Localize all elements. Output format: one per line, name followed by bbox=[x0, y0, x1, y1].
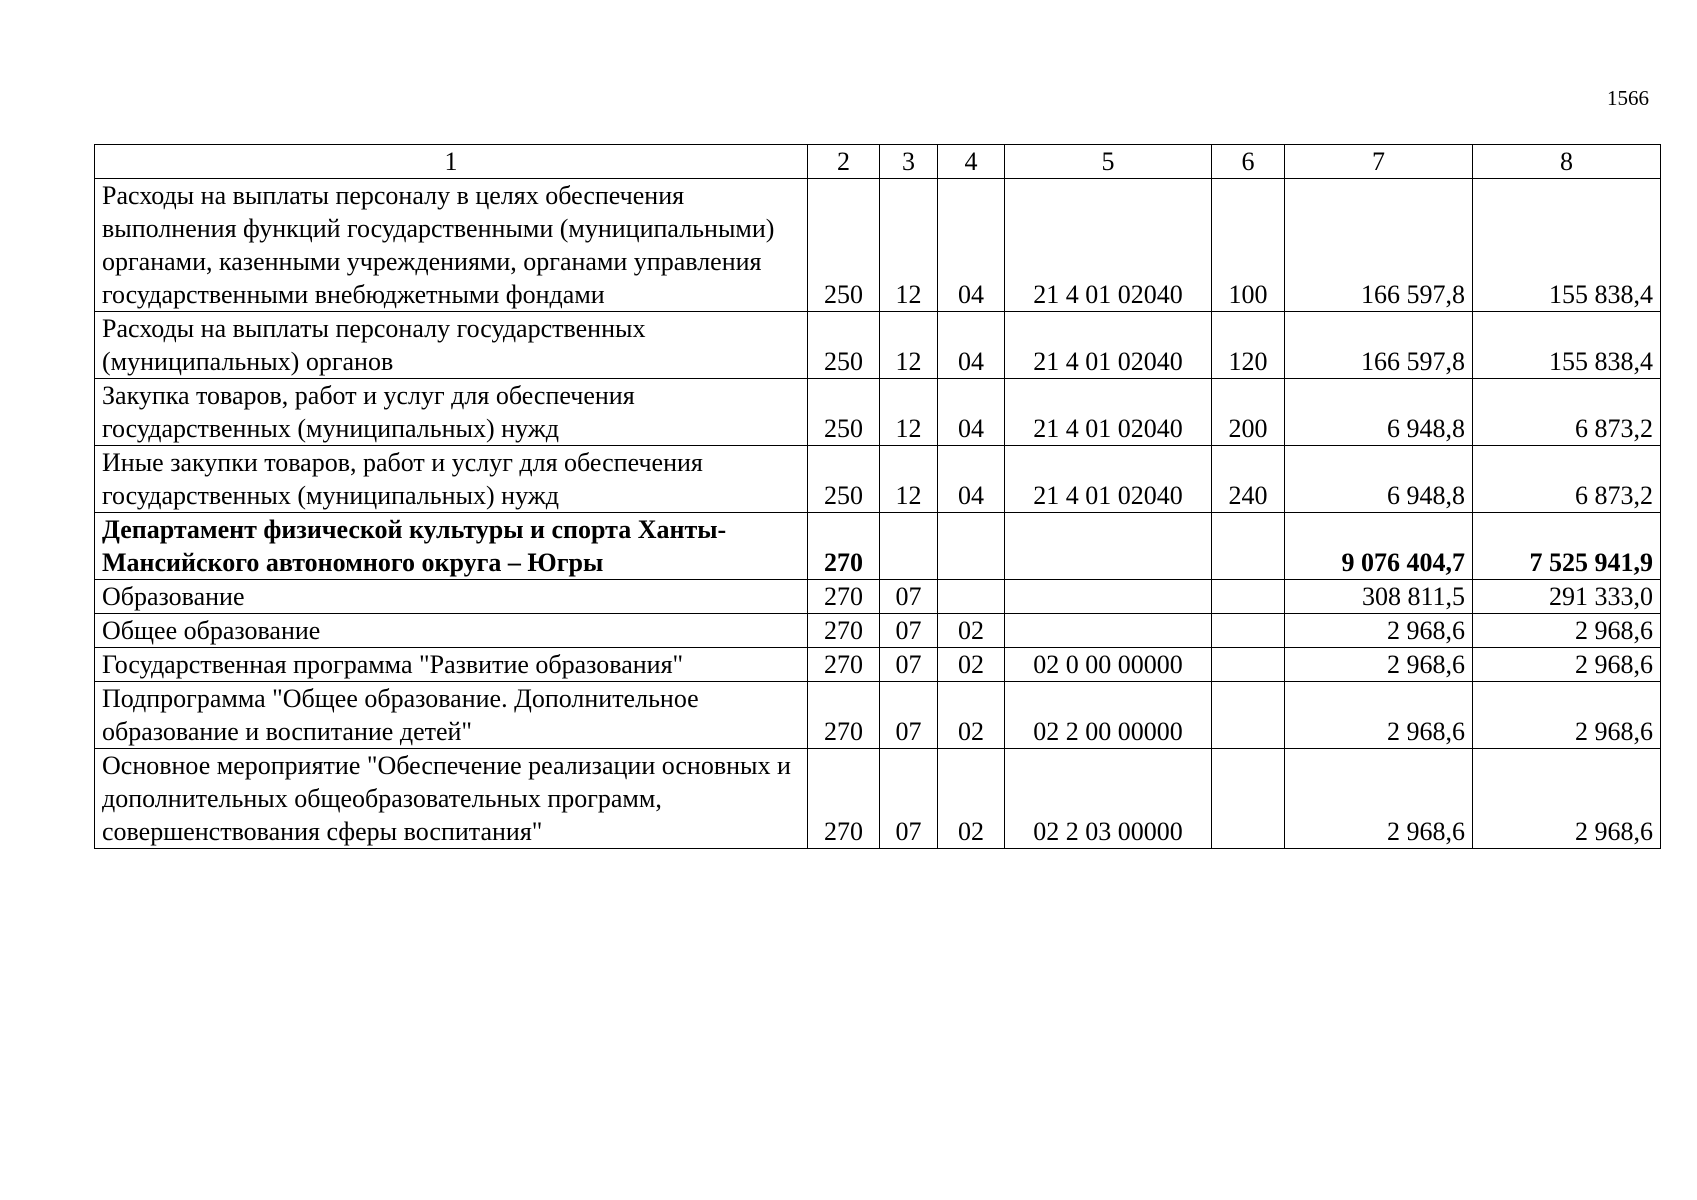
cell-amount-8: 6 873,2 bbox=[1473, 446, 1661, 513]
cell-amount-8: 2 968,6 bbox=[1473, 682, 1661, 749]
cell-expense-type: 240 bbox=[1212, 446, 1285, 513]
col-header-3: 3 bbox=[880, 145, 938, 179]
cell-subsection: 02 bbox=[938, 749, 1005, 849]
row-description: Иные закупки товаров, работ и услуг для обеспечения государственных (муниципальных) нужд bbox=[95, 446, 808, 513]
cell-expense-type bbox=[1212, 513, 1285, 580]
cell-admin-code: 250 bbox=[808, 446, 880, 513]
cell-subsection: 04 bbox=[938, 312, 1005, 379]
cell-expense-type bbox=[1212, 648, 1285, 682]
header-row bbox=[95, 145, 1661, 179]
cell-amount-7: 166 597,8 bbox=[1285, 179, 1473, 312]
col-header-6: 6 bbox=[1212, 145, 1285, 179]
row-description: Государственная программа "Развитие образования" bbox=[95, 648, 808, 682]
cell-amount-7: 308 811,5 bbox=[1285, 580, 1473, 614]
cell-amount-7: 2 968,6 bbox=[1285, 682, 1473, 749]
cell-amount-7: 9 076 404,7 bbox=[1285, 513, 1473, 580]
cell-amount-8: 7 525 941,9 bbox=[1473, 513, 1661, 580]
row-description: Расходы на выплаты персоналу в целях обеспечения выполнения функций государственными (муниципальными) органами, казенными учреждениями, органами управления государственными внебюджетными фондами bbox=[95, 179, 808, 312]
cell-section: 07 bbox=[880, 648, 938, 682]
cell-target-article: 02 2 00 00000 bbox=[1005, 682, 1212, 749]
cell-admin-code: 270 bbox=[808, 648, 880, 682]
cell-amount-7: 6 948,8 bbox=[1285, 446, 1473, 513]
cell-target-article bbox=[1005, 580, 1212, 614]
cell-amount-8: 6 873,2 bbox=[1473, 379, 1661, 446]
cell-amount-7: 2 968,6 bbox=[1285, 749, 1473, 849]
cell-section: 12 bbox=[880, 179, 938, 312]
cell-expense-type bbox=[1212, 614, 1285, 648]
cell-section bbox=[880, 513, 938, 580]
table-row bbox=[95, 312, 1661, 379]
col-header-1: 1 bbox=[95, 145, 808, 179]
cell-section: 07 bbox=[880, 580, 938, 614]
table-row bbox=[95, 446, 1661, 513]
cell-section: 12 bbox=[880, 446, 938, 513]
cell-subsection: 02 bbox=[938, 614, 1005, 648]
row-description: Основное мероприятие "Обеспечение реализации основных и дополнительных общеобразовательных программ, совершенствования сферы воспитания" bbox=[95, 749, 808, 849]
cell-admin-code: 270 bbox=[808, 614, 880, 648]
row-description: Департамент физической культуры и спорта Ханты-Мансийского автономного округа – Югры bbox=[95, 513, 808, 580]
cell-expense-type: 200 bbox=[1212, 379, 1285, 446]
col-header-2: 2 bbox=[808, 145, 880, 179]
cell-subsection: 02 bbox=[938, 648, 1005, 682]
cell-subsection bbox=[938, 580, 1005, 614]
cell-section: 12 bbox=[880, 379, 938, 446]
cell-target-article: 21 4 01 02040 bbox=[1005, 179, 1212, 312]
cell-section: 07 bbox=[880, 749, 938, 849]
page-number: 1566 bbox=[1607, 86, 1649, 110]
cell-admin-code: 250 bbox=[808, 379, 880, 446]
cell-target-article bbox=[1005, 513, 1212, 580]
table-row bbox=[95, 379, 1661, 446]
col-header-5: 5 bbox=[1005, 145, 1212, 179]
cell-subsection: 04 bbox=[938, 379, 1005, 446]
cell-subsection: 04 bbox=[938, 179, 1005, 312]
cell-expense-type: 100 bbox=[1212, 179, 1285, 312]
cell-amount-8: 155 838,4 bbox=[1473, 312, 1661, 379]
cell-expense-type bbox=[1212, 682, 1285, 749]
cell-amount-8: 155 838,4 bbox=[1473, 179, 1661, 312]
cell-admin-code: 270 bbox=[808, 749, 880, 849]
table-row bbox=[95, 648, 1661, 682]
table-row bbox=[95, 513, 1661, 580]
cell-admin-code: 270 bbox=[808, 682, 880, 749]
row-description: Общее образование bbox=[95, 614, 808, 648]
cell-target-article: 21 4 01 02040 bbox=[1005, 446, 1212, 513]
cell-amount-8: 2 968,6 bbox=[1473, 614, 1661, 648]
cell-admin-code: 270 bbox=[808, 513, 880, 580]
cell-expense-type: 120 bbox=[1212, 312, 1285, 379]
col-header-7: 7 bbox=[1285, 145, 1473, 179]
table-row bbox=[95, 580, 1661, 614]
cell-admin-code: 270 bbox=[808, 580, 880, 614]
cell-admin-code: 250 bbox=[808, 179, 880, 312]
row-description: Расходы на выплаты персоналу государственных (муниципальных) органов bbox=[95, 312, 808, 379]
cell-amount-7: 2 968,6 bbox=[1285, 614, 1473, 648]
cell-amount-8: 291 333,0 bbox=[1473, 580, 1661, 614]
cell-expense-type bbox=[1212, 580, 1285, 614]
row-description: Закупка товаров, работ и услуг для обеспечения государственных (муниципальных) нужд bbox=[95, 379, 808, 446]
col-header-8: 8 bbox=[1473, 145, 1661, 179]
cell-target-article: 02 0 00 00000 bbox=[1005, 648, 1212, 682]
cell-target-article bbox=[1005, 614, 1212, 648]
cell-amount-7: 2 968,6 bbox=[1285, 648, 1473, 682]
cell-section: 12 bbox=[880, 312, 938, 379]
cell-subsection bbox=[938, 513, 1005, 580]
cell-section: 07 bbox=[880, 614, 938, 648]
row-description: Подпрограмма "Общее образование. Дополнительное образование и воспитание детей" bbox=[95, 682, 808, 749]
cell-subsection: 02 bbox=[938, 682, 1005, 749]
table-row bbox=[95, 179, 1661, 312]
cell-amount-7: 6 948,8 bbox=[1285, 379, 1473, 446]
cell-amount-8: 2 968,6 bbox=[1473, 648, 1661, 682]
table-row bbox=[95, 749, 1661, 849]
table-row bbox=[95, 614, 1661, 648]
cell-amount-7: 166 597,8 bbox=[1285, 312, 1473, 379]
cell-amount-8: 2 968,6 bbox=[1473, 749, 1661, 849]
cell-target-article: 21 4 01 02040 bbox=[1005, 379, 1212, 446]
cell-target-article: 21 4 01 02040 bbox=[1005, 312, 1212, 379]
cell-admin-code: 250 bbox=[808, 312, 880, 379]
col-header-4: 4 bbox=[938, 145, 1005, 179]
cell-expense-type bbox=[1212, 749, 1285, 849]
budget-table bbox=[94, 144, 1661, 849]
table-row bbox=[95, 682, 1661, 749]
cell-subsection: 04 bbox=[938, 446, 1005, 513]
cell-target-article: 02 2 03 00000 bbox=[1005, 749, 1212, 849]
row-description: Образование bbox=[95, 580, 808, 614]
cell-section: 07 bbox=[880, 682, 938, 749]
